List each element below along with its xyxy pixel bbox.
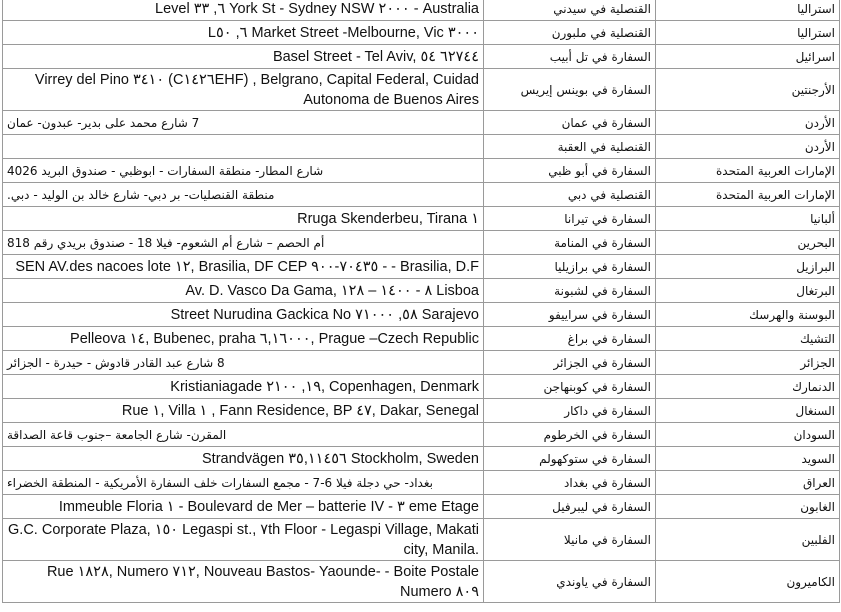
table-row [3, 111, 840, 135]
mission-cell: السفارة في المنامة [484, 231, 656, 255]
country-cell: التشيك [656, 327, 840, 351]
country-cell: ألبانيا [656, 207, 840, 231]
address-cell: 8 شارع عبد القادر قادوش - حيدرة - الجزائر [3, 351, 484, 375]
country-cell: الجزائر [656, 351, 840, 375]
country-cell: الكاميرون [656, 561, 840, 603]
country-cell: الأرجنتين [656, 69, 840, 111]
table-row [3, 135, 840, 159]
address-cell: شارع المطار- منطقة السفارات - ابوظبي - صندوق البريد 4026 [3, 159, 484, 183]
country-cell: الغابون [656, 495, 840, 519]
table-row [3, 45, 840, 69]
table-row [3, 519, 840, 561]
address-cell: SEN AV.des nacoes lote ١٢, Brasilia, DF CEP ٧٠٤٣٥-٩٠٠ - - Brasilia, D.F [3, 255, 484, 279]
country-cell: استراليا [656, 21, 840, 45]
country-cell: العراق [656, 471, 840, 495]
country-cell: البوسنة والهرسك [656, 303, 840, 327]
table-body [3, 0, 840, 603]
country-cell: الأردن [656, 111, 840, 135]
mission-cell: السفارة في ستوكهولم [484, 447, 656, 471]
country-cell: الأردن [656, 135, 840, 159]
table-row [3, 255, 840, 279]
address-cell: أم الحصم – شارع أم الشعوم- فيلا 18 - صندوق بريدي رقم 818 [3, 231, 484, 255]
country-cell: البرازيل [656, 255, 840, 279]
address-cell: L٦, ٥٠ Market Street -Melbourne, Vic ٣٠٠٠ [3, 21, 484, 45]
mission-cell: السفارة في الخرطوم [484, 423, 656, 447]
country-cell: الفلبين [656, 519, 840, 561]
address-cell: Av. D. Vasco Da Gama, ٨ - ١٤٠٠ – ١٢٨ Lisboa [3, 279, 484, 303]
mission-cell: القنصلية في ملبورن [484, 21, 656, 45]
address-cell: Rue ١٨٢٨, Numero ٧١٢, Nouveau Bastos- Yaounde- - Boite Postale Numero ٨٠٩ [3, 561, 484, 603]
mission-cell: القنصلية في العقبة [484, 135, 656, 159]
table-row [3, 495, 840, 519]
address-cell: Kristianiagade ١٩, ٢١٠٠, Copenhagen, Denmark [3, 375, 484, 399]
address-cell: المقرن- شارع الجامعة –جنوب قاعة الصداقة [3, 423, 484, 447]
mission-cell: السفارة في لشبونة [484, 279, 656, 303]
country-cell: الإمارات العربية المتحدة [656, 159, 840, 183]
table-row [3, 327, 840, 351]
table-row [3, 231, 840, 255]
table-row [3, 159, 840, 183]
country-cell: الدنمارك [656, 375, 840, 399]
address-cell: منطقة القنصليات- بر دبي- شارع خالد بن الوليد - دبي. [3, 183, 484, 207]
table-row [3, 447, 840, 471]
table-row [3, 399, 840, 423]
table-row [3, 471, 840, 495]
country-cell: الإمارات العربية المتحدة [656, 183, 840, 207]
mission-cell: السفارة في مانيلا [484, 519, 656, 561]
mission-cell: القنصلية في دبي [484, 183, 656, 207]
address-cell: Immeuble Floria ١ - Boulevard de Mer – batterie IV - ٣ eme Etage [3, 495, 484, 519]
country-cell: البرتغال [656, 279, 840, 303]
table-row [3, 561, 840, 603]
mission-cell: السفارة في أبو ظبي [484, 159, 656, 183]
address-cell: Basel Street - Tel Aviv, ٦٢٧٤٤ ٥٤ [3, 45, 484, 69]
country-cell: البحرين [656, 231, 840, 255]
mission-cell: السفارة في عمان [484, 111, 656, 135]
address-cell: Rruga Skenderbeu, Tirana ١ [3, 207, 484, 231]
country-cell: السنغال [656, 399, 840, 423]
mission-cell: السفارة في ياوندي [484, 561, 656, 603]
table-row [3, 207, 840, 231]
country-cell: السودان [656, 423, 840, 447]
address-cell: G.C. Corporate Plaza, ١٥٠ Legaspi st., ٧th Floor - Legaspi Village, Makati city, Manila. [3, 519, 484, 561]
address-cell: Strandvägen ٣٥,١١٤٥٦ Stockholm, Sweden [3, 447, 484, 471]
table-row [3, 423, 840, 447]
table-row [3, 351, 840, 375]
mission-cell: السفارة في سراييفو [484, 303, 656, 327]
mission-cell: السفارة في بغداد [484, 471, 656, 495]
table-row [3, 21, 840, 45]
address-cell: Virrey del Pino ٣٤١٠ (C١٤٢٦EHF) , Belgrano, Capital Federal, Cuidad Autonoma de Buenos Aires [3, 69, 484, 111]
mission-cell: السفارة في داكار [484, 399, 656, 423]
address-cell: 7 شارع محمد على بدير- عبدون- عمان [3, 111, 484, 135]
country-cell: استراليا [656, 0, 840, 21]
mission-cell: السفارة في تل أبيب [484, 45, 656, 69]
address-cell [3, 135, 484, 159]
address-cell: Level ٦, ٣٣ York St - Sydney NSW ٢٠٠٠ - Australia [3, 0, 484, 21]
mission-cell: السفارة في بوينس إيريس [484, 69, 656, 111]
table-row [3, 375, 840, 399]
embassy-table [2, 0, 840, 603]
country-cell: اسرائيل [656, 45, 840, 69]
mission-cell: السفارة في الجزائر [484, 351, 656, 375]
table-row [3, 69, 840, 111]
table-row [3, 279, 840, 303]
mission-cell: القنصلية في سيدني [484, 0, 656, 21]
address-cell: Street Nurudina Gackica No ٥٨, ٧١٠٠٠ Sarajevo [3, 303, 484, 327]
address-cell: Pelleova ١٤, Bubenec, praha ٦,١٦٠٠٠, Prague –Czech Republic [3, 327, 484, 351]
mission-cell: السفارة في تيرانا [484, 207, 656, 231]
country-cell: السويد [656, 447, 840, 471]
mission-cell: السفارة في براغ [484, 327, 656, 351]
table-row [3, 303, 840, 327]
mission-cell: السفارة في كوبنهاجن [484, 375, 656, 399]
mission-cell: السفارة في ليبرفيل [484, 495, 656, 519]
mission-cell: السفارة في برازيليا [484, 255, 656, 279]
table-row [3, 0, 840, 21]
table-row [3, 183, 840, 207]
address-cell: Rue ١, Villa ١ , Fann Residence, BP ٤٧, Dakar, Senegal [3, 399, 484, 423]
address-cell: بغداد- حي دجلة فيلا 6-7 - مجمع السفارات خلف السفارة الأمريكية - المنطقة الخضراء [3, 471, 484, 495]
